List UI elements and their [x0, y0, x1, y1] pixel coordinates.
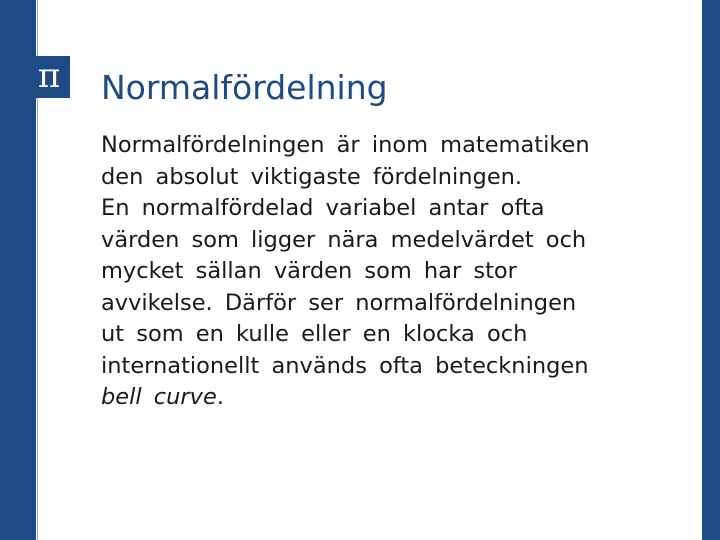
pi-glyph: π: [37, 56, 61, 96]
body-line-last: [101, 382, 661, 414]
slide-body: [101, 130, 661, 414]
body-line: Normalfördelningen är inom matematiken: [101, 132, 590, 158]
body-line: En normalfördelad variabel antar ofta: [101, 195, 545, 221]
bell-curve-term: bell curve: [101, 384, 217, 410]
body-line: avvikelse. Därför ser normalfördelningen: [101, 289, 577, 316]
slide-title: Normalfördelning: [101, 68, 388, 107]
body-line: ut som en kulle eller en klocka och: [101, 321, 528, 347]
body-line: mycket sällan värden som har stor: [101, 258, 517, 284]
right-accent-band: [702, 0, 720, 540]
body-line-suffix: .: [216, 384, 224, 410]
pi-icon: [28, 56, 70, 98]
body-line: internationellt används ofta beteckningen: [101, 352, 589, 379]
body-line: värden som ligger nära medelvärdet och: [101, 226, 587, 253]
body-line: den absolut viktigaste fördelningen.: [101, 163, 523, 190]
